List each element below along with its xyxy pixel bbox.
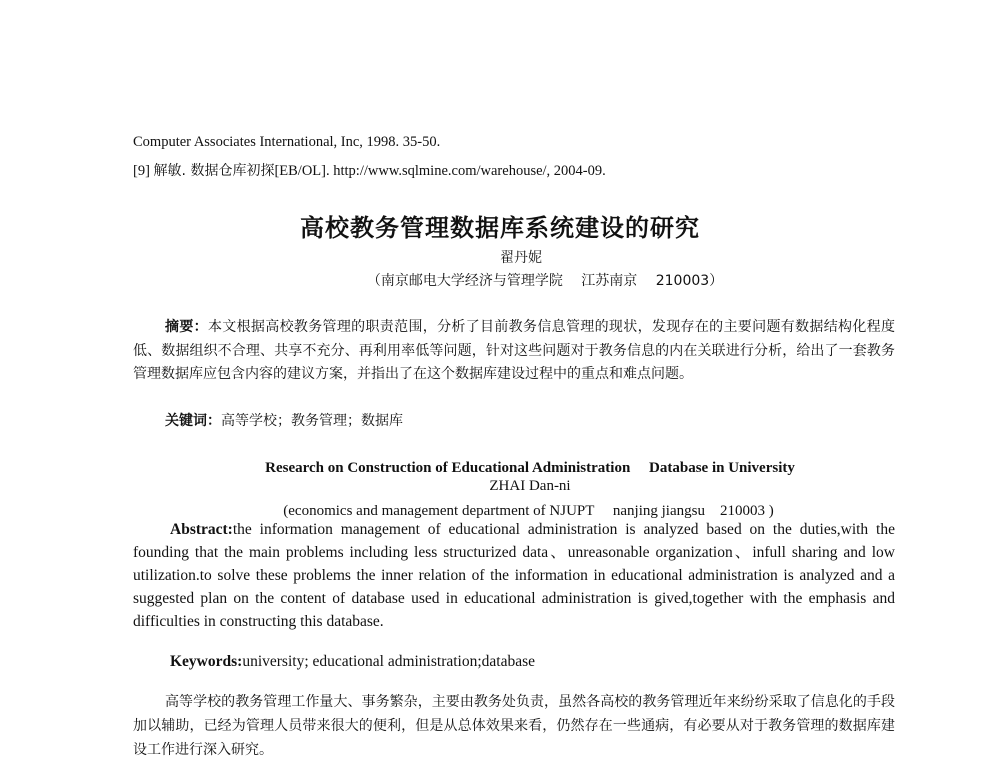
affiliation-en: (economics and management department of NJUPT nanjing jiangsu 210003 ) bbox=[283, 503, 774, 519]
reference-text: Computer Associates International, Inc, 1998. 35-50. bbox=[133, 134, 441, 150]
keywords-en bbox=[170, 653, 535, 671]
paper-title-cn: 高校教务管理数据库系统建设的研究 bbox=[300, 214, 700, 242]
abstract-en-text: the information management of educational administration is analyzed based on the duties,with the founding that the main problems including less structurized data、unreasonable organization、infull sharing and low utilization.to solve these problems the inner relation of the information in educational administration is analyzed and a suggested plan on the content of database used in educational administration is gived,together with the emphasis and difficulties in constructing this database. bbox=[133, 521, 895, 630]
keywords-cn bbox=[165, 410, 403, 430]
author-name-en: ZHAI Dan-ni bbox=[489, 478, 571, 494]
reference-number: [9] bbox=[133, 163, 150, 179]
abstract-cn-text: 本文根据高校教务管理的职责范围，分析了目前教务信息管理的现状，发现存在的主要问题有数据结构化程度低、数据组织不合理、共享不充分、再利用率低等问题，针对这些问题对于教务信息的内在关联进行分析，给出了一套教务管理数据库应包含内容的建议方案，并指出了在这个数据库建设过程中的重点和难点问题。 bbox=[133, 319, 896, 382]
keywords-en-label: Keywords: bbox=[170, 653, 243, 670]
keywords-cn-label: 关键词： bbox=[165, 413, 221, 429]
keywords-cn-text: 高等学校；教务管理；数据库 bbox=[221, 413, 403, 429]
body-paragraph-cn: 高等学校的教务管理工作量大、事务繁杂，主要由教务处负责，虽然各高校的教务管理近年来纷纷采取了信息化的手段加以辅助，已经为管理人员带来很大的便利，但是从总体效果来看，仍然存在一些通病，有必要从对于教务管理的数据库建设工作进行深入研究。 bbox=[133, 694, 895, 758]
abstract-en bbox=[133, 518, 895, 633]
reference-continuation bbox=[133, 134, 440, 151]
paper-title-en: Research on Construction of Educational Administration Database in University bbox=[265, 460, 795, 476]
reference-author-title: 解敏. 数据仓库初探 bbox=[153, 163, 275, 179]
affiliation-cn: （南京邮电大学经济与管理学院 江苏南京 210003） bbox=[366, 273, 724, 289]
reference-item-9 bbox=[133, 160, 606, 180]
abstract-cn-label: 摘要： bbox=[165, 319, 208, 335]
abstract-cn bbox=[133, 316, 895, 387]
reference-source: [EB/OL]. http://www.sqlmine.com/warehouse/, 2004-09. bbox=[274, 163, 606, 179]
author-name-cn: 翟丹妮 bbox=[500, 250, 542, 266]
abstract-en-label: Abstract: bbox=[170, 521, 233, 538]
keywords-en-text: university; educational administration;database bbox=[242, 653, 536, 670]
